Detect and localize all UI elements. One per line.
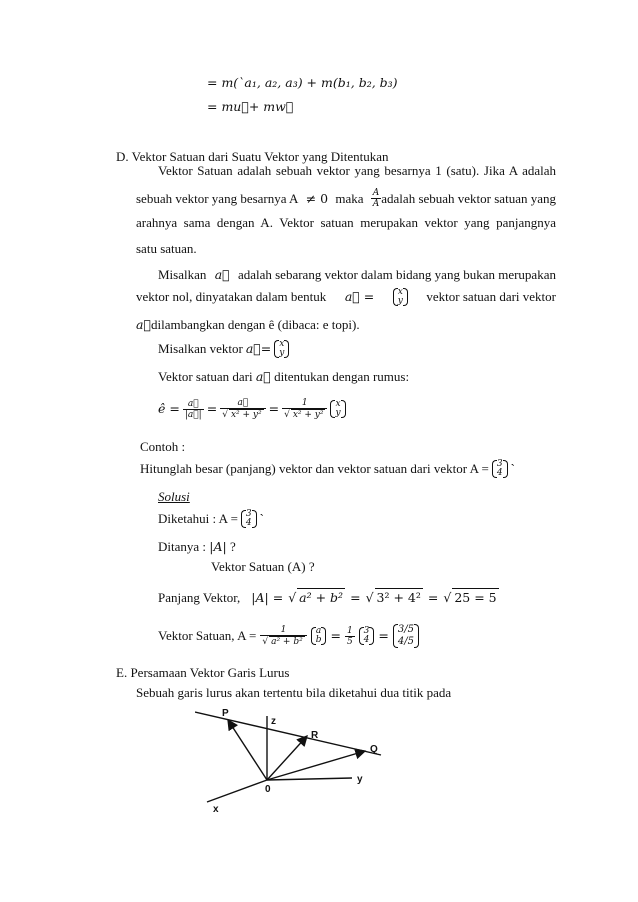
vector-oq (267, 751, 365, 780)
column-vector-3-4-2: 3 4 (241, 510, 257, 528)
section-d-p1-line1: Vektor Satuan adalah sebuah vektor yang besarnya 1 (satu). Jika A adalah (158, 163, 556, 178)
formula-frac-2: $\frac{a⃗}{\text{√ x² + y²}}$ (220, 398, 265, 420)
section-d-p2-line3 (136, 316, 360, 334)
panjang-sqrt-1: a² + b² (299, 590, 344, 605)
misalkan-line (158, 340, 289, 358)
column-vector-ab: a b (311, 627, 327, 645)
panjang-vektor-line: Panjang Vektor, |A| = √ a² + b² = √ 3² + 4² = √ 25 = 5 (158, 589, 497, 605)
section-d-heading: D. Vektor Satuan dari Suatu Vektor yang Ditentukan (116, 149, 389, 164)
vektor-satuan-line (158, 624, 419, 648)
label-y: y (357, 774, 363, 785)
p2-text-2: vektor nol, dinyatakan dalam bentuk (136, 289, 327, 304)
vector-line-figure (195, 700, 395, 815)
ditanya-q: ? (229, 539, 236, 554)
ditanya-text: Ditanya : (158, 539, 207, 554)
column-vector-3-4: 3 4 (492, 460, 508, 478)
formula-frac-3: $\frac{1}{\text{√ x² + y²}}$ (282, 398, 327, 420)
diketahui-text: Diketahui : A = (158, 511, 238, 526)
solusi-label: Solusi (158, 489, 190, 504)
vector-a-symbol: a⃗ (214, 267, 230, 282)
label-q: Q (370, 744, 378, 755)
rumus-vector: a⃗ (255, 369, 271, 384)
p2-text-3: vektor satuan dari vektor (426, 289, 556, 304)
contoh-label: Contoh : (140, 439, 186, 454)
panjang-sqrt-2: 3² + 4² (376, 590, 421, 605)
diketahui-tail: ` (259, 511, 264, 526)
label-x: x (213, 804, 219, 815)
p1-text-b: adalah sebuah vektor satuan yang (381, 190, 556, 206)
vector-a-eq: a⃗ = (344, 289, 375, 304)
label-r: R (311, 730, 319, 741)
column-vector-3-4-3: 3 4 (359, 627, 375, 645)
soal-text: Hitunglah besar (panjang) vektor dan vektor satuan dari vektor A = (140, 461, 489, 476)
section-d-p1-line2 (136, 188, 556, 209)
panjang-label: Panjang Vektor, (158, 589, 241, 605)
column-vector-xy-3: x y (330, 400, 345, 418)
misalkan-text: Misalkan vektor (158, 341, 243, 356)
section-d-p1-line4: satu satuan. (136, 241, 197, 256)
label-z: z (271, 716, 276, 727)
intro-equation-line-1: = m(`a₁, a₂, a₃) + m(b₁, b₂, b₃) (207, 75, 398, 90)
section-e-heading: E. Persamaan Vektor Garis Lurus (116, 665, 290, 680)
section-d-p2-line2 (136, 288, 556, 306)
panjang-abs: |A| = (251, 589, 284, 605)
section-d-p2-line1 (158, 266, 556, 284)
formula-eq-2: = (268, 401, 280, 416)
column-vector-result: 3/5 4/5 (393, 624, 419, 648)
unit-vector-formula (158, 398, 346, 420)
formula-eq-1: = (206, 401, 218, 416)
p2-text-4: dilambangkan dengan ê (dibaca: e topi). (150, 317, 360, 332)
axis-y (267, 778, 352, 780)
satuan-eq-2: = (378, 628, 389, 643)
soal-tail: ` (510, 461, 515, 476)
p2-misalkan: Misalkan (158, 267, 207, 282)
panjang-eq: = (350, 589, 361, 605)
diketahui-line (158, 510, 264, 528)
soal-line (140, 460, 515, 478)
rumus-text: Vektor satuan dari (158, 369, 253, 384)
p1-maka: maka (335, 190, 364, 206)
ditanya-abs-a: |A| (209, 539, 227, 554)
satuan-eq-1: = (330, 628, 341, 643)
section-e-p1: Sebuah garis lurus akan tertentu bila diketahui dua titik pada (136, 685, 452, 700)
panjang-sqrt-3: 25 = 5 (454, 590, 497, 605)
ditanya-line-2: Vektor Satuan (A) ? (211, 559, 315, 574)
formula-frac-1: $\frac{a⃗}{|a⃗|}$ (184, 398, 202, 420)
panjang-eq-2: = (427, 589, 439, 605)
section-d-p1-line3: arahnya sama dengan A. Vektor satuan merupakan vektor yang panjangnya (136, 215, 556, 230)
column-vector-xy-2: x y (274, 340, 289, 358)
satuan-frac-2: $\frac{1}{5}$ (346, 625, 353, 647)
intro-equation-line-2: = mu⃗+ mw⃗ (207, 99, 294, 114)
vector-op (228, 720, 267, 780)
p1-text-a: sebuah vektor yang besarnya A (136, 190, 299, 206)
column-vector-xy: x y (393, 288, 408, 306)
ditanya-line (158, 538, 236, 556)
p2-text: adalah sebarang vektor dalam bidang yang bukan merupakan (237, 267, 556, 282)
formula-lhs: ê = (158, 401, 180, 416)
rumus-line (158, 368, 409, 386)
misalkan-vector: a⃗= (245, 341, 272, 356)
axis-x (207, 780, 267, 802)
label-p: P (222, 708, 229, 719)
rumus-text-2: ditentukan dengan rumus: (274, 369, 410, 384)
fraction-a-over-a: $\frac{A}{A}$ (372, 188, 380, 209)
label-origin: 0 (265, 784, 271, 795)
satuan-frac-1: $\frac{1}{\text{√ a² + b²}}$ (260, 625, 306, 647)
satuan-label: Vektor Satuan, A = (158, 628, 257, 643)
vector-a-symbol-2: a⃗ (136, 317, 151, 332)
p1-neq-zero: ≠ 0 (305, 190, 329, 206)
